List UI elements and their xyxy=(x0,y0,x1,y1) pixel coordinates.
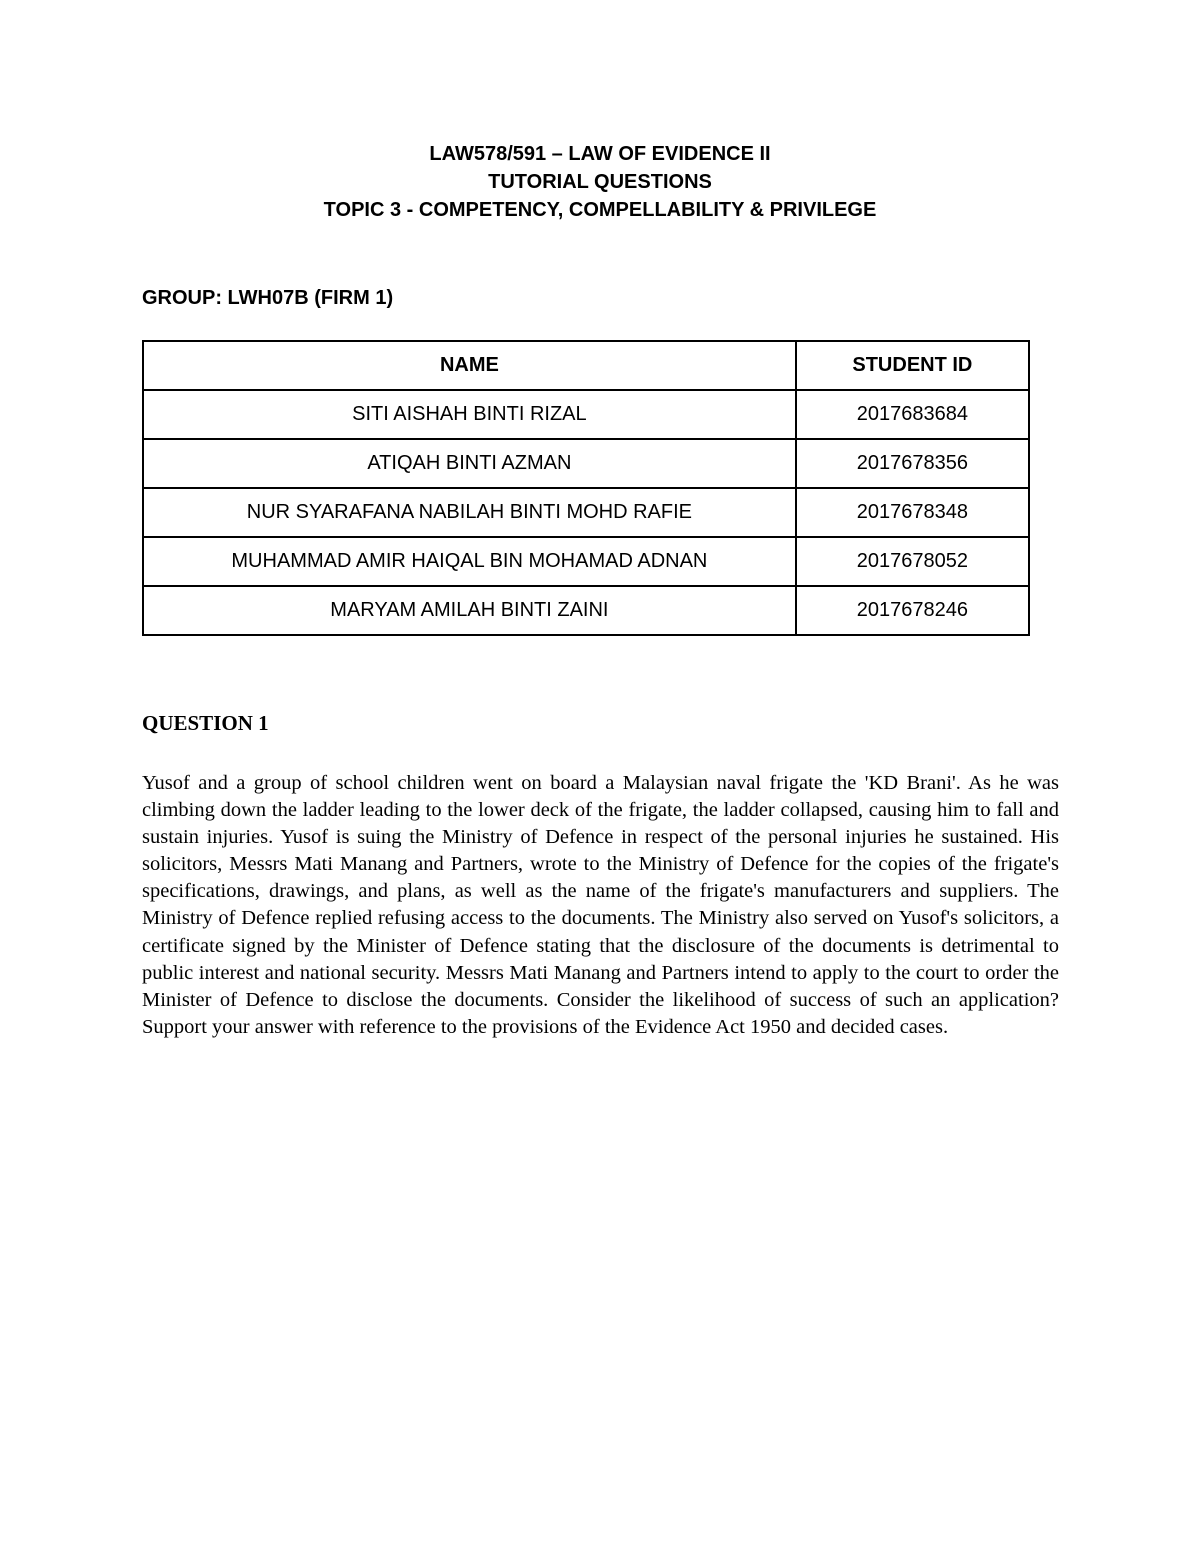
name-column-header: NAME xyxy=(143,341,796,390)
table-row xyxy=(143,537,1029,586)
table-row xyxy=(143,488,1029,537)
question-title: QUESTION 1 xyxy=(142,711,269,735)
group-label: GROUP: LWH07B (FIRM 1) xyxy=(142,287,394,309)
table-row xyxy=(143,439,1029,488)
member-name: ATIQAH BINTI AZMAN xyxy=(143,439,796,488)
member-name: NUR SYARAFANA NABILAH BINTI MOHD RAFIE xyxy=(143,488,796,537)
member-student-id: 2017683684 xyxy=(796,390,1029,439)
member-student-id: 2017678052 xyxy=(796,537,1029,586)
member-name: SITI AISHAH BINTI RIZAL xyxy=(143,390,796,439)
table-row xyxy=(143,390,1029,439)
document-subtitle: TUTORIAL QUESTIONS xyxy=(488,171,712,193)
table-header-row xyxy=(143,341,1029,390)
member-name: MARYAM AMILAH BINTI ZAINI xyxy=(143,586,796,635)
table-row xyxy=(143,586,1029,635)
topic-title: TOPIC 3 - COMPETENCY, COMPELLABILITY & PRIVILEGE xyxy=(323,199,877,221)
member-student-id: 2017678246 xyxy=(796,586,1029,635)
document-header xyxy=(0,140,1200,224)
member-student-id: 2017678356 xyxy=(796,439,1029,488)
member-student-id: 2017678348 xyxy=(796,488,1029,537)
student-id-column-header: STUDENT ID xyxy=(796,341,1029,390)
members-table xyxy=(142,340,1030,636)
course-title: LAW578/591 – LAW OF EVIDENCE II xyxy=(429,143,771,165)
question-body: Yusof and a group of school children went on board a Malaysian naval frigate the 'KD Brani'. As he was climbing down the ladder leading to the lower deck of the frigate, the ladder collapsed, causing him to fall and sustain injuries. Yusof is suing the Ministry of Defence in respect of the personal injuries he sustained. His solicitors, Messrs Mati Manang and Partners, wrote to the Ministry of Defence for the copies of the frigate's specifications, drawings, and plans, as well as the name of the frigate's manufacturers and suppliers. The Ministry of Defence replied refusing access to the documents. The Ministry also served on Yusof's solicitors, a certificate signed by the Minister of Defence stating that the disclosure of the documents is detrimental to public interest and national security. Messrs Mati Manang and Partners intend to apply to the court to order the Minister of Defence to disclose the documents. Consider the likelihood of success of such an application? Support your answer with reference to the provisions of the Evidence Act 1950 and decided cases. xyxy=(142,772,1059,1038)
member-name: MUHAMMAD AMIR HAIQAL BIN MOHAMAD ADNAN xyxy=(143,537,796,586)
